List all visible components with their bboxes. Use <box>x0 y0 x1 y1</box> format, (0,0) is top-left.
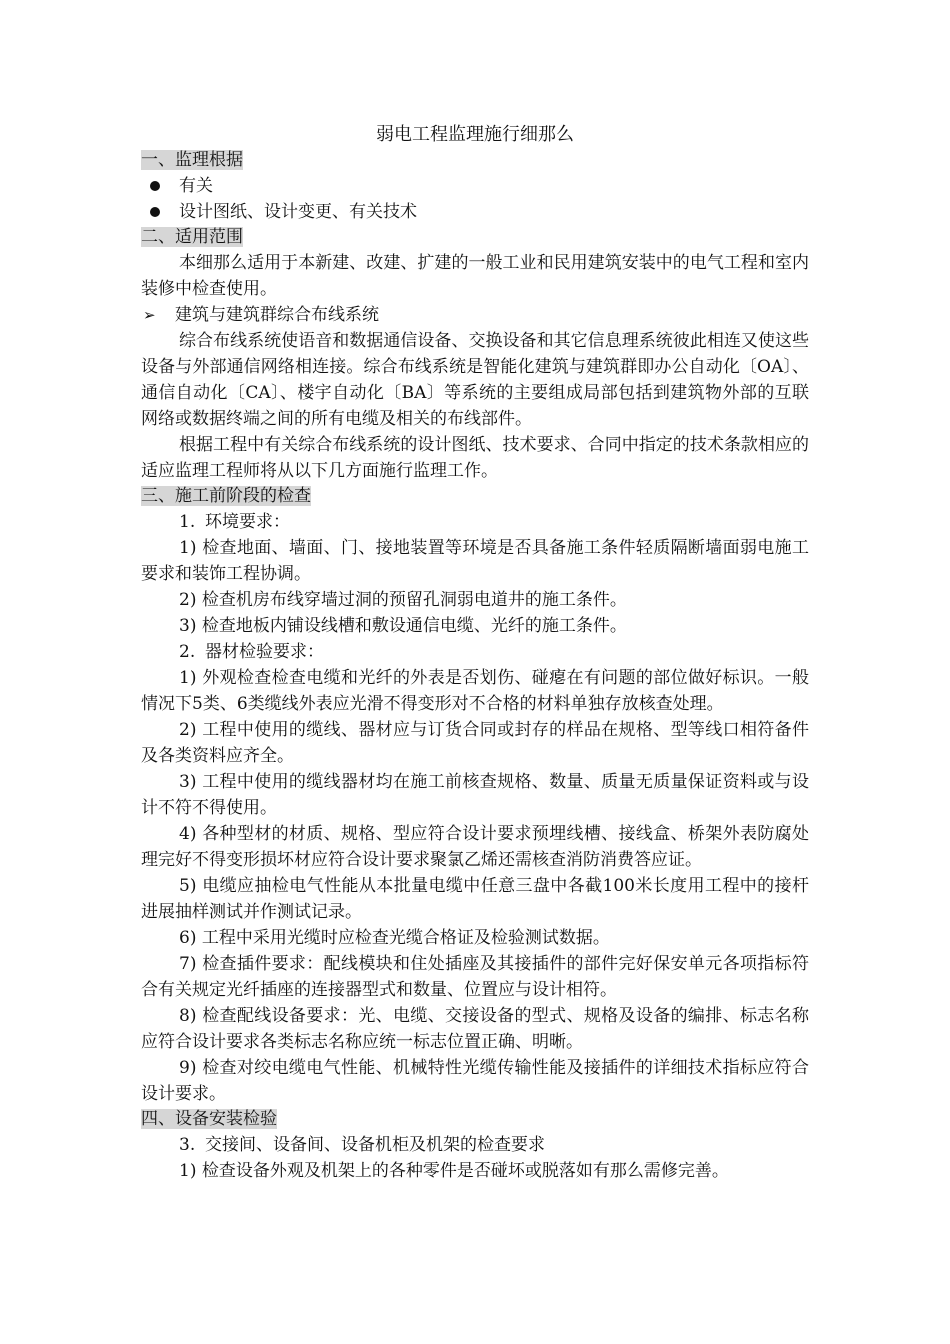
section-heading-text: 三、施工前阶段的检查 <box>141 486 311 506</box>
numbered-heading-text: 器材检验要求： <box>205 642 324 662</box>
arrow-bullet-icon: ➢ <box>143 306 156 324</box>
list-item: 7) 检查插件要求：配线模块和住处插座及其接插件的部件完好保安单元各项指标符合有关规定光纤插座的连接器型式和数量、位置应与设计相符。 <box>141 954 809 1000</box>
list-number: 2. <box>179 642 196 662</box>
bullet-text: 设计图纸、设计变更、有关技术 <box>179 202 417 222</box>
list-item: 4) 各种型材的材质、规格、型应符合设计要求预埋线槽、接线盒、桥架外表防腐处理完好不得变形损坏材应符合设计要求聚氯乙烯还需核查消防消费答应证。 <box>141 824 809 870</box>
paragraph-cabling-intro: 综合布线系统使语音和数据通信设备、交换设备和其它信息理系统彼此相连又使这些设备与外部通信网络相连接。综合布线系统是智能化建筑与建筑群即办公自动化〔OA〕、通信自动化〔CA〕、楼宇自动化〔BA〕等系统的主要组成局部包括到建筑物外部的互联网络或数据终端之间的所有电缆及相关的布线部件。 <box>141 331 809 429</box>
document-title: 弱电工程监理施行细那么 <box>376 124 574 145</box>
bullet-item <box>141 173 809 199</box>
paragraph-scope: 本细那么适用于本新建、改建、扩建的一般工业和民用建筑安装中的电气工程和室内装修中检查使用。 <box>141 253 809 299</box>
bullet-text: 有关 <box>179 176 213 196</box>
list-item: 3) 检查地板内铺设线槽和敷设通信电缆、光纤的施工条件。 <box>179 616 627 636</box>
list-item: 2) 检查机房布线穿墙过洞的预留孔洞弱电道井的施工条件。 <box>179 590 627 610</box>
list-item: 1) 外观检查检查电缆和光纤的外表是否划伤、碰瘪在有问题的部位做好标识。一般情况下5类、6类缆线外表应光滑不得变形对不合格的材料单独存放核查处理。 <box>141 668 809 714</box>
section-heading-equipment <box>141 1107 809 1132</box>
list-item: 6) 工程中采用光缆时应检查光缆合格证及检验测试数据。 <box>179 928 610 948</box>
paragraph-supervision: 根据工程中有关综合布线系统的设计图纸、技术要求、合同中指定的技术条款相应的适应监理工程师将从以下几方面施行监理工作。 <box>141 435 809 481</box>
arrow-list-text: 建筑与建筑群综合布线系统 <box>175 305 379 325</box>
section-heading-scope <box>141 225 809 250</box>
section-heading-pre-construction <box>141 484 809 509</box>
numbered-heading-equipment-rooms <box>141 1132 809 1158</box>
list-number: 1. <box>179 512 196 532</box>
bullet-item <box>141 199 809 225</box>
list-item: 3) 工程中使用的缆线器材均在施工前核查规格、数量、质量无质量保证资料或与设计不符不得使用。 <box>141 772 809 818</box>
list-item: 2) 工程中使用的缆线、器材应与订货合同或封存的样品在规格、型等线口相符备件及各类资料应齐全。 <box>141 720 809 766</box>
numbered-heading-environment <box>141 509 809 535</box>
section-heading-text: 四、设备安装检验 <box>141 1109 277 1129</box>
list-item: 9) 检查对绞电缆电气性能、机械特性光缆传输性能及接插件的详细技术指标应符合设计要求。 <box>141 1058 809 1104</box>
list-item: 1) 检查设备外观及机架上的各种零件是否碰坏或脱落如有那么需修完善。 <box>179 1161 729 1181</box>
numbered-heading-text: 环境要求： <box>205 512 290 532</box>
list-item: 5) 电缆应抽检电气性能从本批量电缆中任意三盘中各截100米长度用工程中的接杆进展抽样测试并作测试记录。 <box>141 876 809 922</box>
list-item: 1) 检查地面、墙面、门、接地装置等环境是否具备施工条件轻质隔断墙面弱电施工要求和装饰工程协调。 <box>141 538 809 584</box>
section-heading-basis <box>141 148 809 173</box>
section-heading-text: 二、适用范围 <box>141 227 243 247</box>
bullet-dot-icon <box>150 181 160 191</box>
list-number: 3. <box>179 1135 196 1155</box>
list-item: 8) 检查配线设备要求：光、电缆、交接设备的型式、规格及设备的编排、标志名称应符合设计要求各类标志名称应统一标志位置正确、明晰。 <box>141 1006 809 1052</box>
numbered-heading-materials <box>141 639 809 665</box>
section-heading-text: 一、监理根据 <box>141 150 243 170</box>
document-page <box>141 122 809 1184</box>
numbered-heading-text: 交接间、设备间、设备机柜及机架的检查要求 <box>205 1135 545 1155</box>
arrow-list-item <box>141 302 809 328</box>
bullet-dot-icon <box>150 207 160 217</box>
